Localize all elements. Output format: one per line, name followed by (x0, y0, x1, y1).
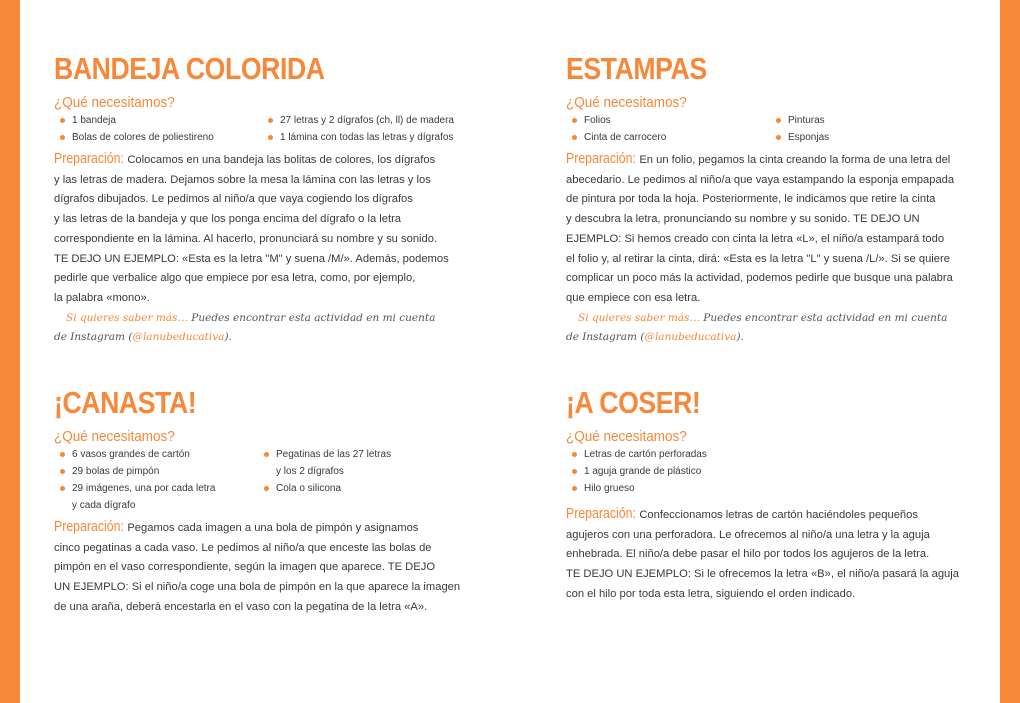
text-line: pedirle que verbalice algo que empiece por esa letra, como, por ejemplo, (54, 272, 416, 285)
list-item: Cinta de carrocero (566, 129, 770, 146)
list-item: 1 bandeja (54, 112, 262, 129)
instagram-handle-link[interactable]: @lanubeducativa (132, 331, 225, 344)
text-line: abecedario. Le pedimos al niño/a que vaya estampando la esponja empapada (566, 173, 955, 186)
section-title: ¡A COSER! (566, 385, 701, 420)
preparation-text (566, 150, 986, 348)
text-line: Pegamos cada imagen a una bola de pimpón y asignamos (127, 522, 419, 534)
text-line: y descubra la letra, pronunciando su nombre y su sonido. TE DEJO UN (566, 213, 920, 226)
list-item: 27 letras y 2 dígrafos (ch, ll) de madera (262, 112, 454, 129)
text-line: correspondiente en la lámina. Al hacerlo, pronunciará su nombre y su sonido. (54, 232, 438, 245)
list-item: 1 aguja grande de plástico (566, 463, 707, 480)
section-a-coser (566, 387, 986, 605)
section-canasta (54, 387, 474, 618)
text-line: dígrafos dibujados. Le pedimos al niño/a que vaya cogiendo los dígrafos (54, 193, 413, 206)
list-item-continuation: y cada dígrafo (72, 500, 136, 511)
preparation-text (566, 505, 986, 605)
text-line: TE DEJO UN EJEMPLO: «Esta es la letra "M" y suena /M/». Además, podemos (54, 252, 449, 265)
text-line: Confeccionamos letras de cartón haciéndoles pequeños (639, 509, 918, 521)
text-line: UN EJEMPLO: Si el niño/a coge una bola de pimpón en la que aparece la imagen (54, 581, 461, 594)
text-line: y las letras de la bandeja y que los ponga encima del dígrafo o la letra (54, 213, 402, 226)
instagram-handle-link[interactable]: @lanubeducativa (644, 331, 737, 344)
list-item: Folios (566, 112, 770, 129)
text-line: la palabra «mono». (54, 291, 150, 304)
text-line: cinco pegatinas a cada vaso. Le pedimos al niño/a que enceste las bolas de (54, 541, 432, 554)
list-item: 6 vasos grandes de cartón (54, 446, 258, 463)
text-line: de pintura por toda la hoja. Posteriormente, le indicamos que retire la cinta (566, 193, 936, 206)
text-line: con el hilo por toda esta letra, siguiendo el orden indicado. (566, 587, 856, 600)
text-line: Colocamos en una bandeja las bolitas de colores, los dígrafos (127, 154, 436, 166)
needs-heading: ¿Qué necesitamos? (54, 428, 175, 445)
section-title: BANDEJA COLORIDA (54, 51, 325, 86)
materials-list (54, 112, 474, 146)
more-info-note: Si quieres saber más… Puedes encontrar esta actividad en mi cuenta (578, 311, 948, 324)
list-item: Cola o silicona (258, 480, 391, 497)
materials-list (54, 446, 474, 514)
preparation-label: Preparación: (54, 519, 124, 535)
text-line: y las letras de madera. Dejamos sobre la mesa la lámina con las letras y los (54, 173, 431, 186)
text-line: En un folio, pegamos la cinta creando la forma de una letra del (639, 154, 951, 166)
list-item: 29 imágenes, una por cada letra (54, 480, 258, 497)
list-item: Pegatinas de las 27 letras (258, 446, 391, 463)
list-item-continuation: y los 2 dígrafos (276, 466, 344, 477)
list-item: Bolas de colores de poliestireno (54, 129, 262, 146)
text-line: enhebrada. El niño/a debe pasar el hilo por todos los agujeros de la letra. (566, 548, 930, 561)
list-item: Letras de cartón perforadas (566, 446, 707, 463)
instagram-note: de Instagram (@lanubeducativa). (566, 331, 744, 344)
needs-heading: ¿Qué necesitamos? (566, 94, 687, 111)
text-line: complicar un poco más la actividad, podemos pedirle que busque una palabra (566, 272, 953, 285)
section-bandeja-colorida (54, 53, 474, 348)
section-title: ESTAMPAS (566, 51, 707, 86)
materials-list (566, 446, 986, 497)
materials-list (566, 112, 986, 146)
needs-heading: ¿Qué necesitamos? (54, 94, 175, 111)
preparation-label: Preparación: (54, 151, 124, 167)
instagram-note: de Instagram (@lanubeducativa). (54, 331, 232, 344)
text-line: TE DEJO UN EJEMPLO: Si le ofrecemos la letra «B», el niño/a pasará la aguja (566, 568, 959, 581)
text-line: agujeros con una perforadora. Le ofrecemos al niño/a una letra y la aguja (566, 528, 930, 541)
list-item: 29 bolas de pimpón (54, 463, 258, 480)
preparation-label: Preparación: (566, 506, 636, 522)
text-line: de una araña, deberá encestarla en el vaso con la pegatina de la letra «A». (54, 600, 428, 613)
section-title: ¡CANASTA! (54, 385, 197, 420)
text-line: el folio y, al retirar la cinta, dirá: «Esta es la letra "L" y suena /L/». Si se quiere (566, 252, 950, 265)
section-estampas (566, 53, 986, 348)
more-info-note: Si quieres saber más… Puedes encontrar esta actividad en mi cuenta (66, 311, 436, 324)
list-item: Pinturas (770, 112, 829, 129)
list-item: 1 lámina con todas las letras y dígrafos (262, 129, 454, 146)
text-line: pimpón en el vaso correspondiente, según la imagen que aparece. TE DEJO (54, 561, 436, 574)
preparation-label: Preparación: (566, 151, 636, 167)
right-edge-bar (1000, 0, 1020, 703)
preparation-text (54, 518, 474, 618)
needs-heading: ¿Qué necesitamos? (566, 428, 687, 445)
list-item: Esponjas (770, 129, 829, 146)
text-line: EJEMPLO: Si hemos creado con cinta la letra «L», el niño/a estampará todo (566, 232, 945, 245)
list-item: Hilo grueso (566, 480, 707, 497)
left-edge-bar (0, 0, 20, 703)
text-line: que empiece con esa letra. (566, 291, 701, 304)
preparation-text (54, 150, 474, 348)
